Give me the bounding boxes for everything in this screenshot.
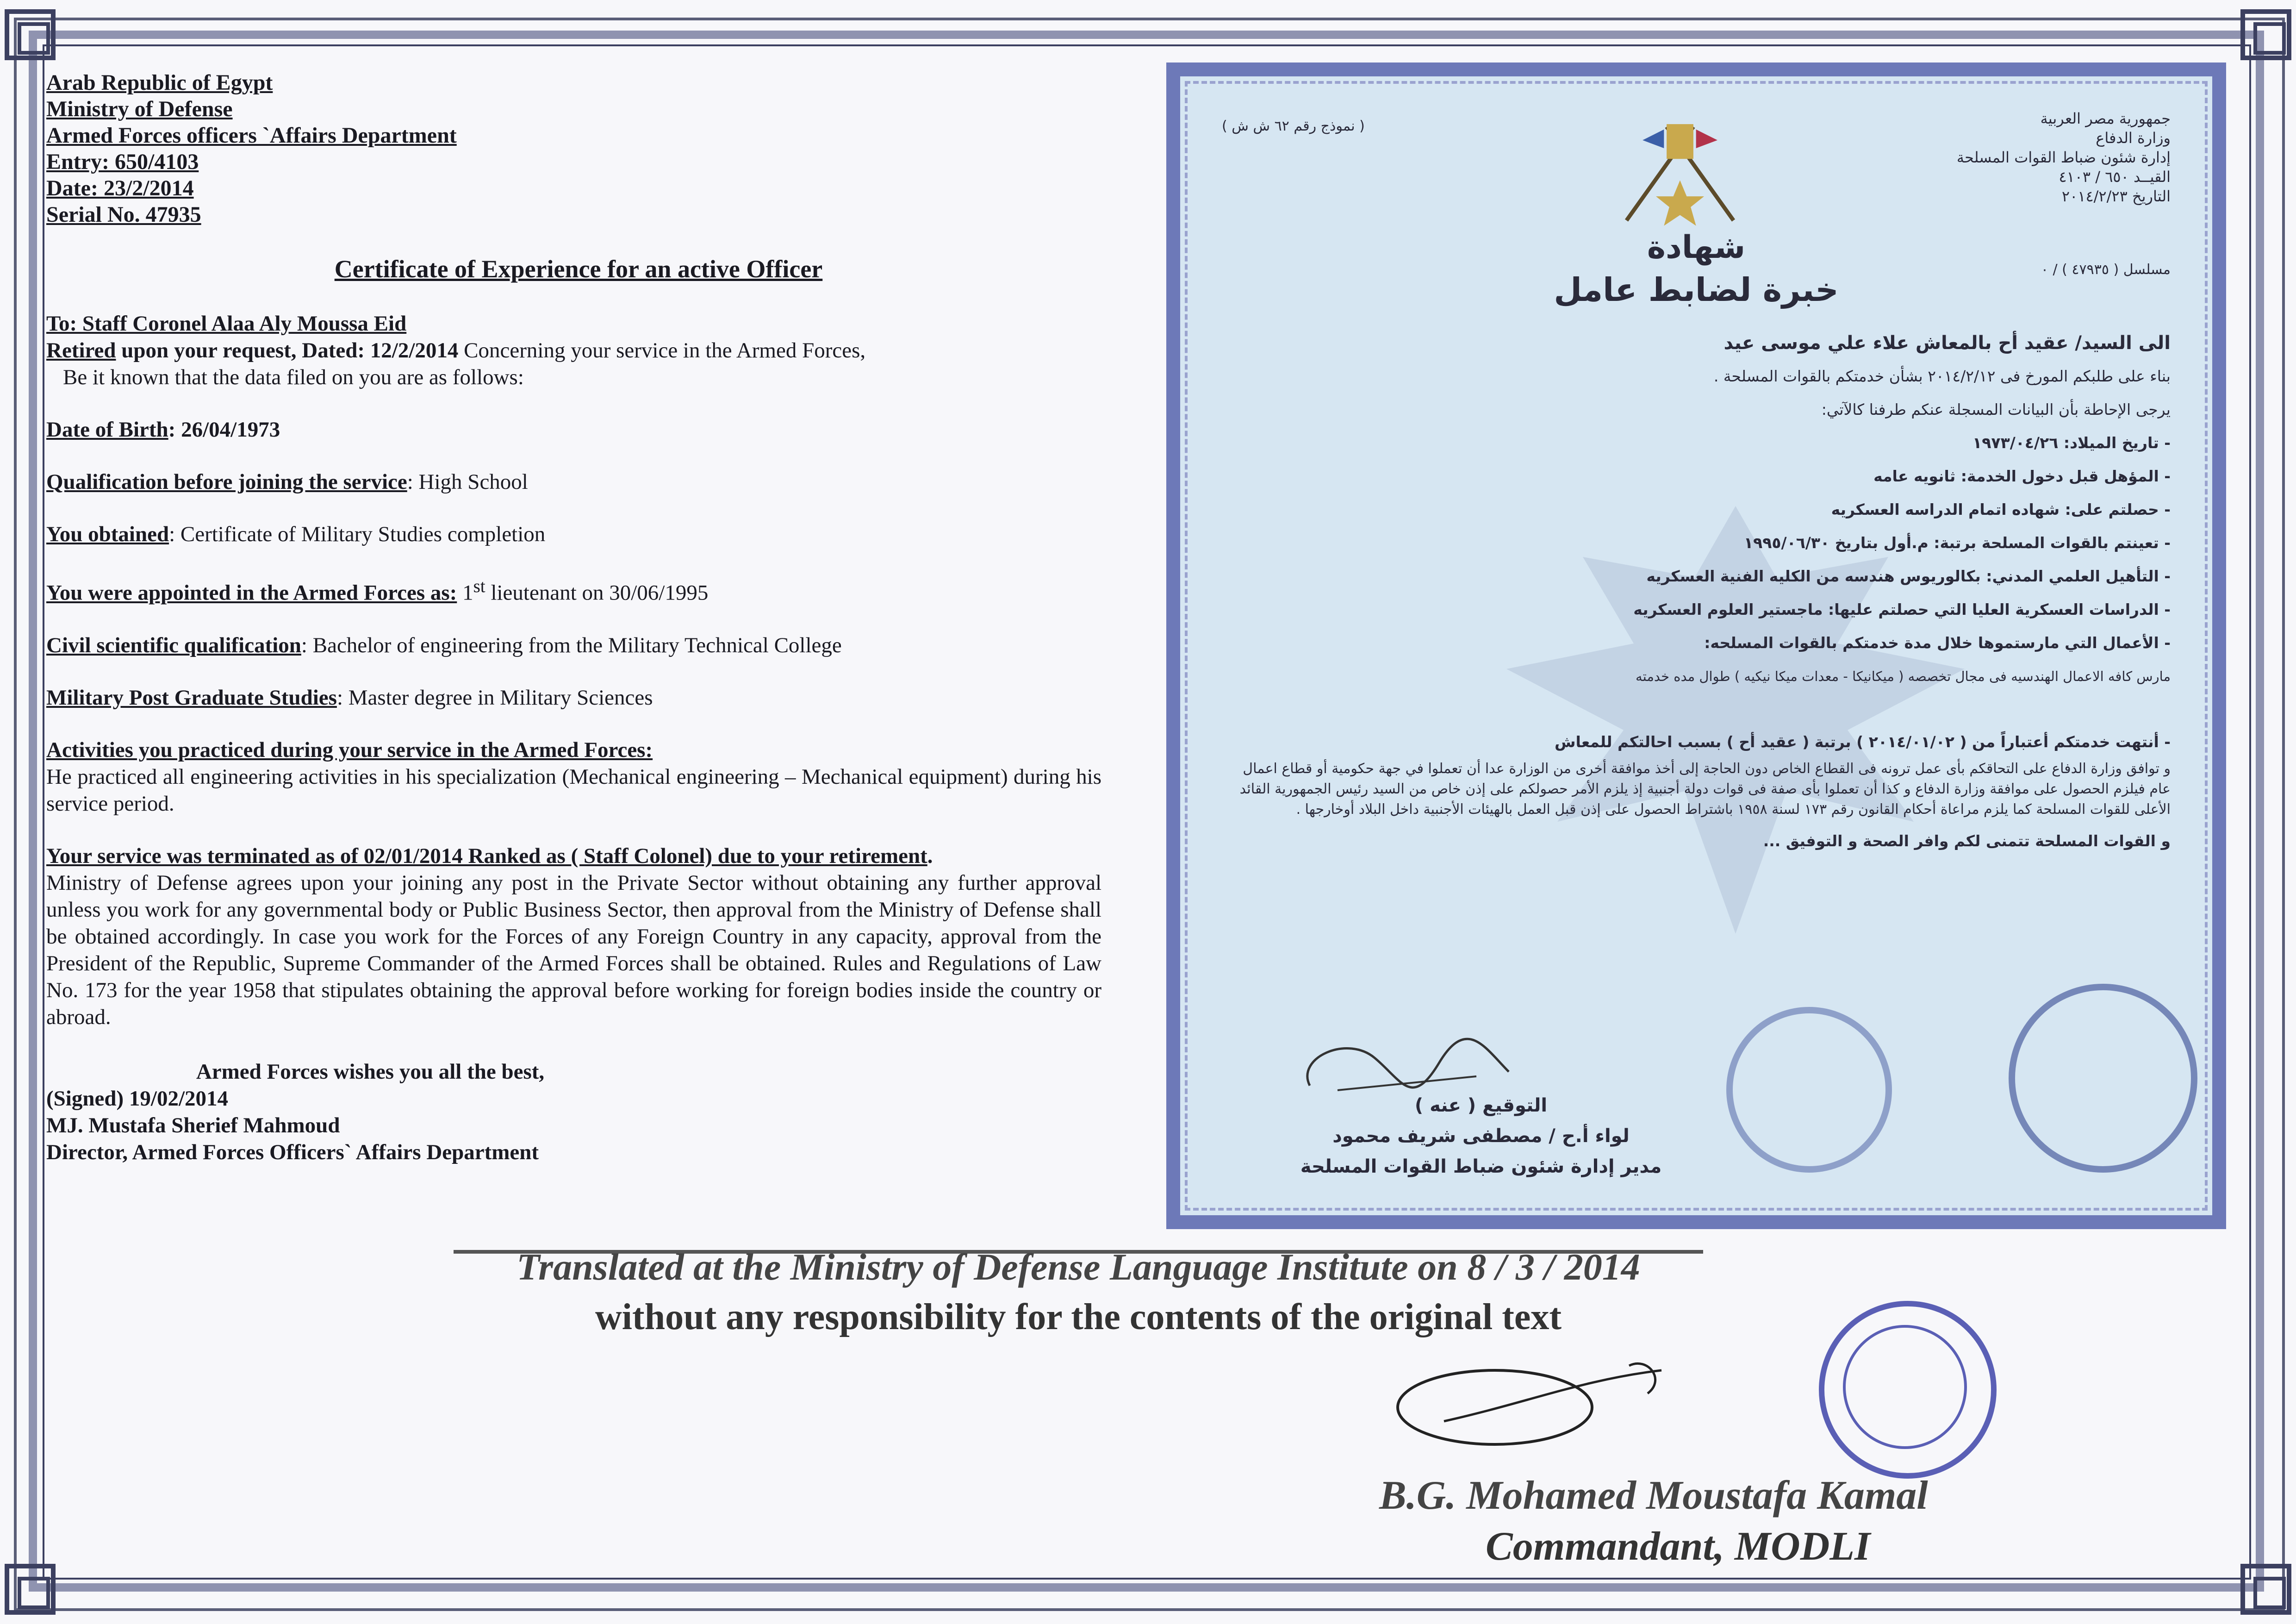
- commandant-title: Commandant, MODLI: [1486, 1524, 1871, 1569]
- appointed-value-rest: lieutenant on 30/06/1995: [485, 581, 709, 605]
- arabic-header-ministry: وزارة الدفاع: [2096, 129, 2171, 147]
- arabic-qualification: - المؤهل قبل دخول الخدمة: ثانويه عامه: [1873, 467, 2171, 485]
- appointed-row: [46, 573, 1111, 606]
- frame-corner-ornament: [2240, 1564, 2291, 1615]
- modli-stamp-icon: [1819, 1301, 1997, 1479]
- arabic-header-entry: القيــد ٦٥٠ / ٤١٠٣: [2059, 168, 2171, 186]
- termination-dot: .: [927, 843, 933, 868]
- translation-note-line-2: without any responsibility for the contents of the original text: [595, 1297, 1562, 1337]
- arabic-postgrad: - الدراسات العسكرية العليا التي حصلتم عليها: ماجستير العلوم العسكريه: [1633, 600, 2171, 618]
- arabic-civil: - التأهيل العلمي المدني: بكالوريوس هندسه من الكليه الفنية العسكريه: [1646, 567, 2171, 585]
- postgrad-value: : Master degree in Military Sciences: [336, 685, 653, 710]
- english-translation: [46, 69, 1111, 1166]
- retired-line: [46, 337, 1111, 364]
- commandant-name: B.G. Mohamed Moustafa Kamal: [1379, 1473, 1928, 1518]
- obtained-row: [46, 521, 1111, 548]
- official-seal-icon: [2009, 984, 2197, 1173]
- arabic-original-card: [1166, 62, 2226, 1229]
- frame-corner-ornament: [2240, 9, 2291, 60]
- civil-label: Civil scientific qualification: [46, 633, 301, 657]
- header-department: Armed Forces officers `Affairs Department: [46, 123, 457, 148]
- activities-text: He practiced all engineering activities in his specialization (Mechanical engineering – Mechanical equipment) during his service period.: [46, 764, 1101, 816]
- appointed-superscript: st: [473, 576, 485, 596]
- frame-corner-ornament: [5, 1564, 56, 1615]
- activities-colon: :: [645, 737, 653, 762]
- commandant-signature-icon: [1388, 1352, 1712, 1458]
- arabic-subtitle: خبرة لضابط عامل: [1554, 271, 1839, 309]
- civil-row: [46, 632, 1111, 659]
- signed-date: (Signed) 19/02/2014: [46, 1086, 229, 1111]
- arabic-agreement: و توافق وزارة الدفاع على التحاقكم بأى عمل ترونه فى القطاع الخاص دون الحاجة إلى أخذ موافقة أخرى من الوزارة عدا أن تعملوا في جهة حكومية أو قطاع اعمال عام فيلزم الحصول على موافقة وزارة الدفاع و كذا أن تعملوا بأى صفة فى قوات دولة أجنبية إذ يلزم الأمر حصولكم على إذن خاص من السيد رئيس الجمهورية القائد الأعلى للقوات المسلحة كما يلزم مراعاة أحكام القانون رقم ١٧٣ لسنة ١٩٥٨ باشتراط الحصول على إذن قبل العمل بالهيئات الأجنبية داخل البلاد أوخارجها .: [1239, 761, 2171, 818]
- qualification-label: Qualification before joining the service: [46, 470, 407, 494]
- certificate-title: Certificate of Experience for an active Officer: [334, 255, 823, 283]
- qualification-row: [46, 468, 1111, 495]
- retired-date: upon your request, Dated: 12/2/2014: [116, 338, 459, 362]
- arabic-signer-title: مدير إدارة شئون ضباط القوات المسلحة: [1300, 1156, 1662, 1177]
- arabic-line-1: بناء على طلبكم المورخ فى ٢٠١٤/٢/١٢ بشأن خدمتكم بالقوات المسلحة .: [1713, 367, 2171, 385]
- retired-label: Retired: [46, 338, 116, 362]
- header-serial: Serial No. 47935: [46, 202, 201, 227]
- frame-corner-ornament: [5, 9, 56, 60]
- termination-section: [46, 843, 1101, 1031]
- translation-note-line-1: Translated at the Ministry of Defense Language Institute on 8 / 3 / 2014: [516, 1246, 1640, 1288]
- wish-line: Armed Forces wishes you all the best,: [196, 1059, 545, 1084]
- arabic-signer-name: لواء أ.ح / مصطفى شريف محمود: [1332, 1125, 1630, 1147]
- arabic-serial: مسلسل ( ٤٧٩٣٥ ) / ٠: [2041, 262, 2171, 278]
- retired-tail: Concerning your service in the Armed Forces,: [458, 338, 866, 362]
- termination-label: Your service was terminated as of 02/01/2014 Ranked as ( Staff Colonel) due to your retirement: [46, 843, 927, 868]
- arabic-signature-label: التوقيع ( عنه ): [1414, 1095, 1548, 1116]
- postgrad-row: [46, 684, 1111, 711]
- activities-section: [46, 737, 1101, 817]
- handwritten-signature-icon: [1291, 1030, 1523, 1113]
- arabic-activities: - الأعمال التي مارستموها خلال مدة خدمتكم بالقوات المسلحه:: [1704, 634, 2171, 652]
- termination-heading: [46, 843, 1101, 869]
- header-date: Date: 23/2/2014: [46, 176, 194, 200]
- header-ministry: Ministry of Defense: [46, 97, 233, 121]
- recipient-section: [46, 310, 1111, 391]
- arabic-termination: - أنتهت خدمتكم أعتباراً من ( ٢٠١٤/٠١/٠٢ ) برتبة ( عقيد أح ) بسبب احالتكم للمعاش: [1555, 733, 2171, 751]
- arabic-title: شهادة: [1647, 229, 1746, 266]
- ministry-text: Ministry of Defense agrees upon your joining any post in the Private Sector without obtaining any further approval unless you work for any governmental body or Public Business Sector, then approval from the Ministry of Defense shall be obtained accordingly. In case you work for the Forces of any Foreign Country in any capacity, approval from the President of the Republic, Supreme Commander of the Armed Forces shall be obtained. Rules and Regulations of Law No. 173 for the year 1958 that stipulates obtaining the approval before working for foreign bodies inside the country or abroad.: [46, 870, 1101, 1029]
- ministry-emblem-icon: [1611, 113, 1749, 234]
- signer-name: MJ. Mustafa Sherief Mahmoud: [46, 1113, 340, 1137]
- appointed-label: You were appointed in the Armed Forces as:: [46, 581, 457, 605]
- recipient-name: To: Staff Coronel Alaa Aly Moussa Eid: [46, 312, 407, 336]
- arabic-body: [1222, 326, 2171, 858]
- obtained-label: You obtained: [46, 522, 169, 546]
- arabic-form-number: ( نموذج رقم ٦٢ ش ش ): [1222, 118, 1365, 134]
- header-entry: Entry: 650/4103: [46, 150, 199, 174]
- arabic-wish: و القوات المسلحة تتمنى لكم وافر الصحة و التوفيق ...: [1763, 832, 2171, 850]
- obtained-value: : Certificate of Military Studies completion: [169, 522, 546, 546]
- dob-label: Date of Birth: [46, 418, 168, 442]
- header-country: Arab Republic of Egypt: [46, 70, 273, 95]
- arabic-header-date: التاريخ ٢٠١٤/٢/٢٣: [2061, 187, 2171, 205]
- civil-value: : Bachelor of engineering from the Military Technical College: [301, 633, 842, 657]
- arabic-obtained: - حصلتم على: شهاده اتمام الدراسه العسكريه: [1831, 500, 2171, 518]
- arabic-header: [1957, 109, 2171, 206]
- official-stamp-icon: [1726, 1007, 1892, 1173]
- qualification-value: : High School: [407, 470, 528, 494]
- dob-value: : 26/04/1973: [168, 418, 280, 442]
- arabic-activities-text: مارس كافه الاعمال الهندسيه فى مجال تخصصه ( ميكانيكا - معدات ميكا نيكيه ) طوال مده خدمته: [1636, 668, 2171, 684]
- appointed-value: 1: [457, 581, 473, 605]
- arabic-appointed: - تعينتم بالقوات المسلحة برتبة: م.أول بتاريخ ١٩٩٥/٠٦/٣٠: [1743, 534, 2171, 552]
- arabic-dob: - تاريخ الميلاد: ١٩٧٣/٠٤/٢٦: [1972, 434, 2171, 452]
- dob-row: [46, 416, 1111, 443]
- activities-label: Activities you practiced during your service in the Armed Forces: [46, 737, 646, 762]
- retired-line-2: Be it known that the data filed on you are as follows:: [63, 365, 524, 389]
- arabic-recipient: الى السيد/ عقيد أح بالمعاش علاء علي موسى عيد: [1724, 332, 2171, 354]
- signer-title: Director, Armed Forces Officers` Affairs Department: [46, 1140, 539, 1164]
- activities-heading: [46, 737, 1101, 763]
- arabic-header-country: جمهورية مصر العربية: [2040, 110, 2171, 127]
- postgrad-label: Military Post Graduate Studies: [46, 685, 337, 710]
- arabic-header-department: إدارة شئون ضباط القوات المسلحة: [1956, 149, 2171, 166]
- arabic-line-2: يرجى الإحاطة بأن البيانات المسجلة عنكم طرفنا كالآتي:: [1821, 400, 2171, 418]
